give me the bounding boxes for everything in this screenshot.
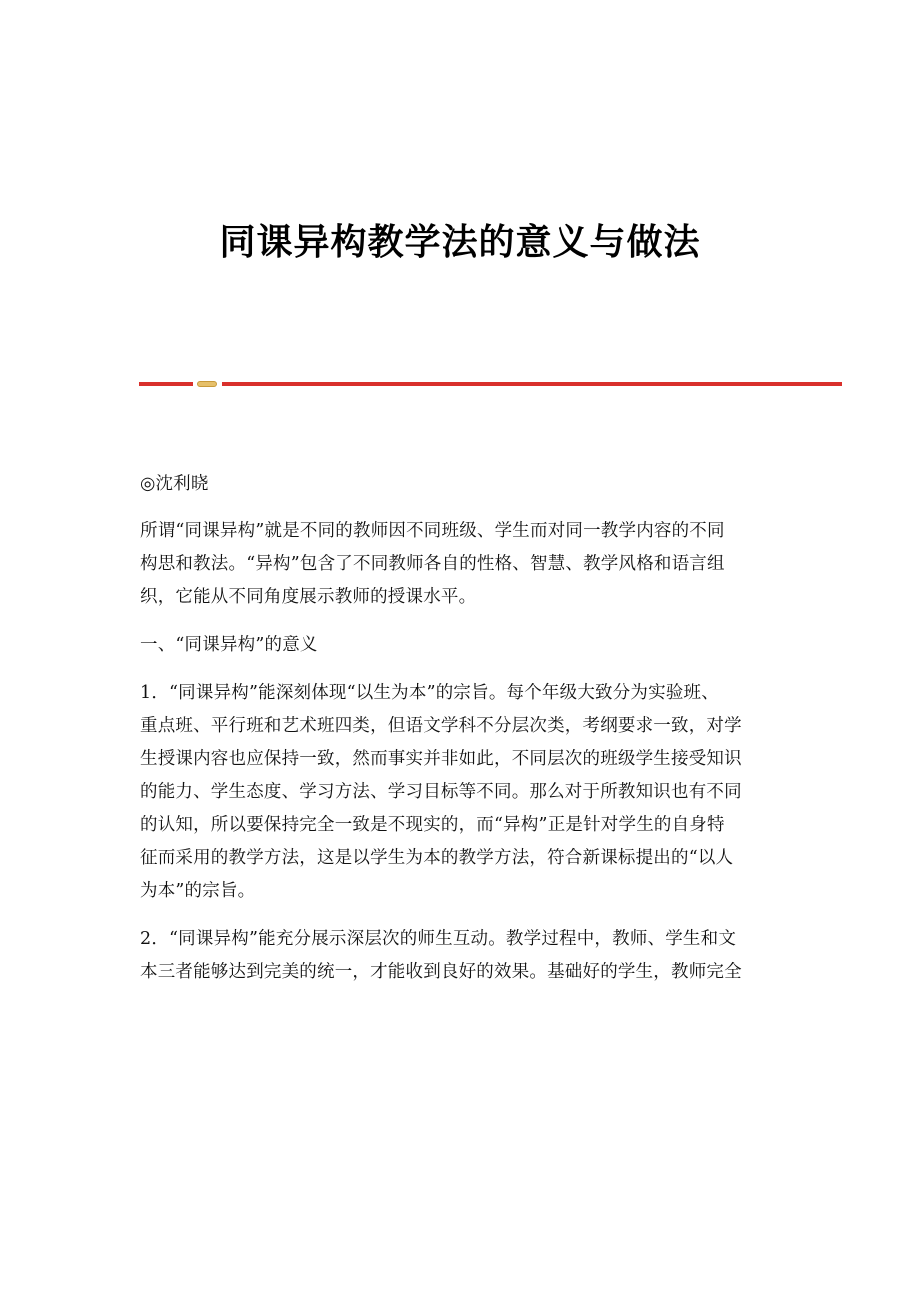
text-line: 1．“同课异构”能深刻体现“以生为本”的宗旨。每个年级大致分为实验班、 <box>140 683 719 703</box>
author-line: ◎沈利晓 <box>140 474 209 494</box>
paragraph-point-2 <box>140 923 790 989</box>
section-heading <box>140 629 790 662</box>
text-line: 2．“同课异构”能充分展示深层次的师生互动。教学过程中，教师、学生和文 <box>140 929 737 949</box>
text-line: 本三者能够达到完美的统一，才能收到良好的效果。基础好的学生，教师完全 <box>140 962 742 982</box>
text-line: 重点班、平行班和艺术班四类，但语文学科不分层次类，考纲要求一致，对学 <box>140 716 742 736</box>
text-line: 为本”的宗旨。 <box>140 881 256 901</box>
text-line: 织，它能从不同角度展示教师的授课水平。 <box>140 587 477 607</box>
paragraph-intro <box>140 515 790 614</box>
text-line: 生授课内容也应保持一致，然而事实并非如此，不同层次的班级学生接受知识 <box>140 749 742 769</box>
text-line: 构思和教法。“异构”包含了不同教师各自的性格、智慧、教学风格和语言组 <box>140 554 725 574</box>
title-divider <box>139 380 842 390</box>
paragraph-point-1 <box>140 677 790 908</box>
text-line: 征而采用的教学方法，这是以学生为本的教学方法，符合新课标提出的“以人 <box>140 848 734 868</box>
document-title: 同课异构教学法的意义与做法 <box>219 221 701 263</box>
text-line: 的能力、学生态度、学习方法、学习目标等不同。那么对于所教知识也有不同 <box>140 782 742 802</box>
text-line: 的认知，所以要保持完全一致是不现实的，而“异构”正是针对学生的自身特 <box>140 815 725 835</box>
text-line: 所谓“同课异构”就是不同的教师因不同班级、学生而对同一教学内容的不同 <box>140 521 725 541</box>
text-line: 一、“同课异构”的意义 <box>140 635 318 655</box>
divider-left-segment <box>139 382 193 386</box>
divider-ornament-icon <box>197 381 217 387</box>
divider-right-segment <box>222 382 842 386</box>
document-body <box>140 468 790 989</box>
